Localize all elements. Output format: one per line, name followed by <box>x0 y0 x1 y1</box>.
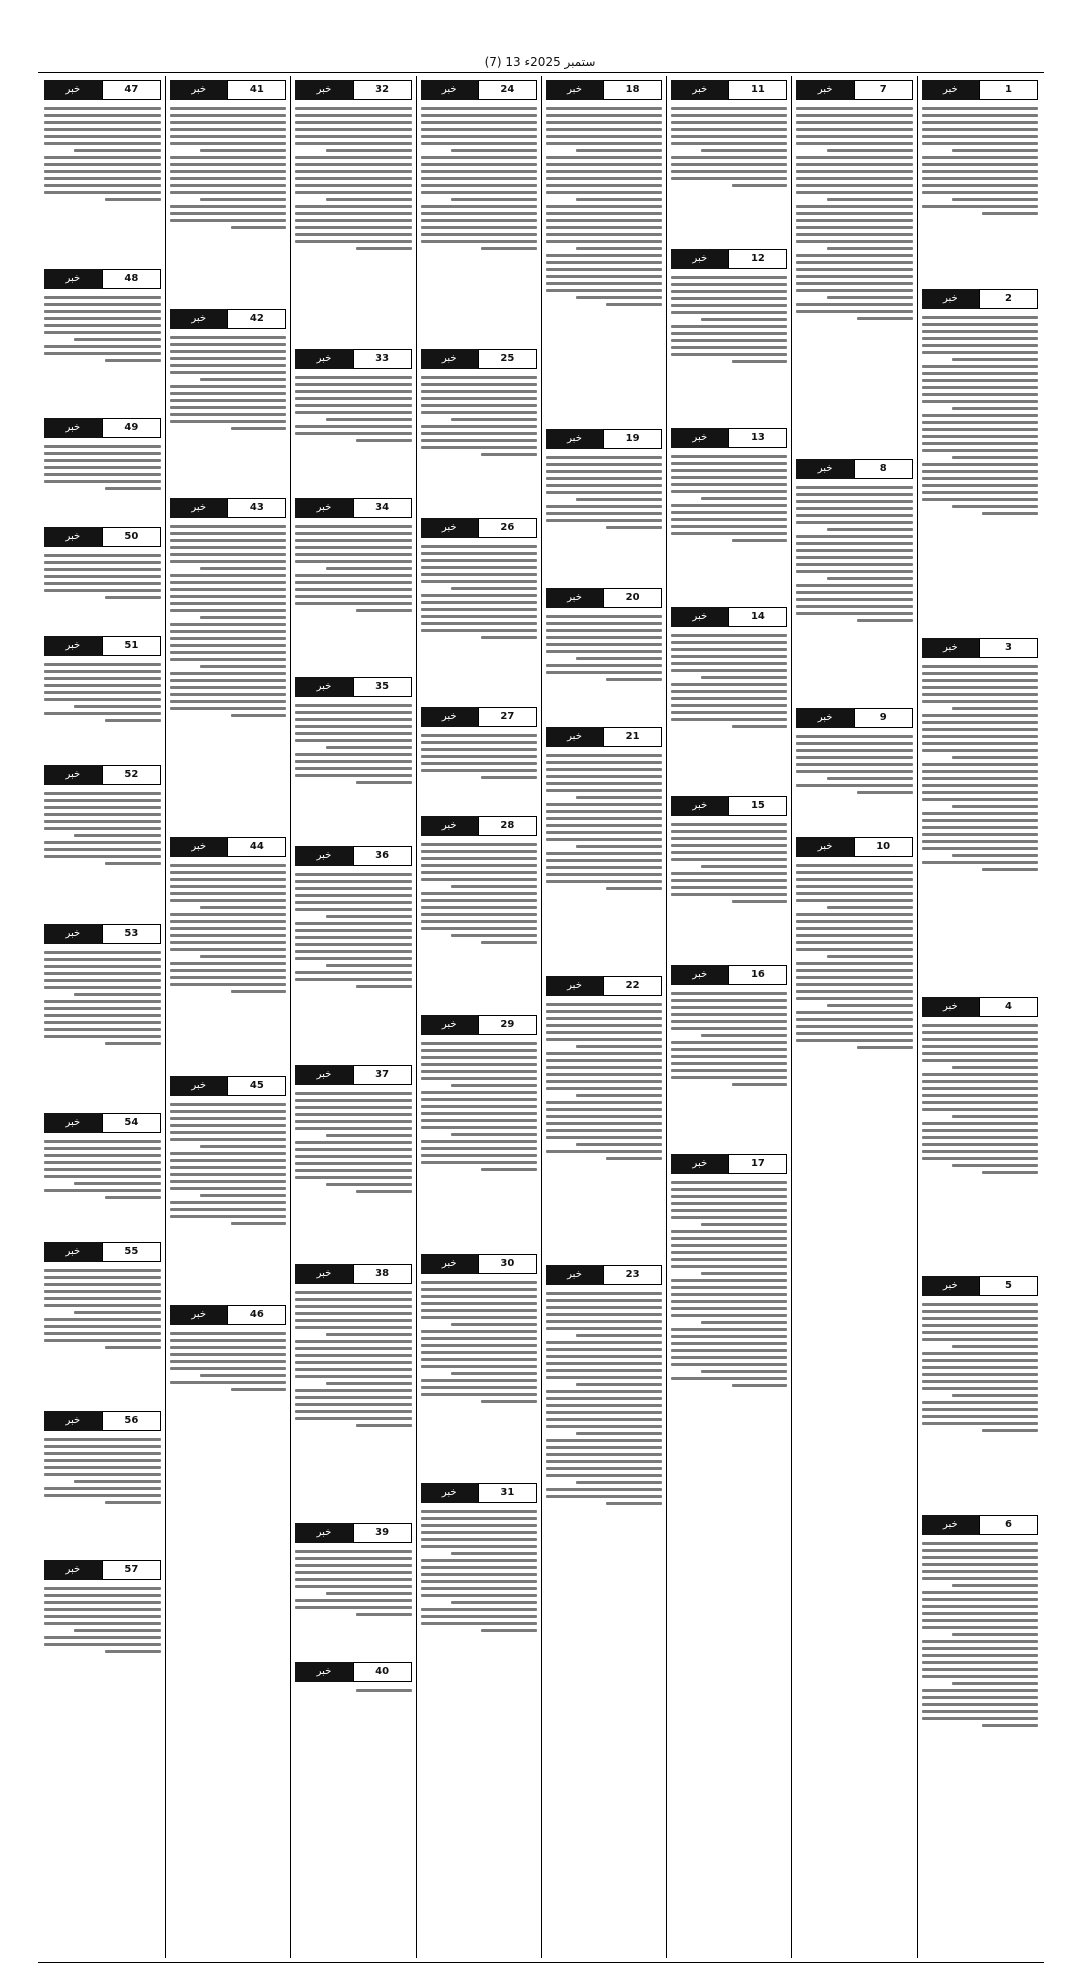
story-label: خبر <box>671 428 728 448</box>
story-1 <box>922 80 1038 283</box>
story-number: 57 <box>102 1560 162 1580</box>
story-body <box>546 999 662 1259</box>
story-header <box>44 1560 161 1580</box>
story-body <box>671 630 787 790</box>
story-number: 26 <box>478 518 537 538</box>
story-label: خبر <box>44 1411 102 1431</box>
story-number: 22 <box>603 976 662 996</box>
story-number: 34 <box>353 498 412 518</box>
story-16 <box>671 965 787 1148</box>
story-label: خبر <box>546 588 603 608</box>
story-number: 19 <box>603 429 662 449</box>
story-3 <box>922 638 1038 991</box>
story-label: خبر <box>421 1483 478 1503</box>
story-body <box>44 1265 161 1405</box>
column-7 <box>165 76 290 1958</box>
column-1 <box>917 76 1042 1958</box>
story-label: خبر <box>170 837 227 857</box>
story-48 <box>44 269 161 412</box>
story-number: 6 <box>979 1515 1038 1535</box>
story-body <box>546 611 662 721</box>
story-10 <box>796 837 912 1160</box>
page-date-header: (7) 13 ستمبر 2025ء <box>484 55 596 69</box>
story-body <box>44 659 161 759</box>
story-number: 23 <box>603 1265 662 1285</box>
story-body <box>421 839 537 1009</box>
story-45 <box>170 1076 286 1299</box>
story-35 <box>295 677 411 840</box>
story-body <box>421 103 537 343</box>
story-body <box>421 372 537 512</box>
story-label: خبر <box>295 80 352 100</box>
story-body <box>546 1288 662 1638</box>
story-body <box>671 1177 787 1517</box>
story-7 <box>796 80 912 453</box>
column-8 <box>40 76 165 1958</box>
story-body <box>421 730 537 810</box>
story-body <box>170 332 286 492</box>
story-14 <box>671 607 787 790</box>
story-body <box>295 1685 411 1705</box>
story-9 <box>796 708 912 831</box>
story-number: 36 <box>353 846 412 866</box>
story-label: خبر <box>295 677 352 697</box>
story-label: خبر <box>922 289 979 309</box>
story-49 <box>44 418 161 521</box>
story-label: خبر <box>671 1154 728 1174</box>
story-38 <box>295 1264 411 1517</box>
story-number: 38 <box>353 1264 412 1284</box>
story-number: 4 <box>979 997 1038 1017</box>
story-number: 21 <box>603 727 662 747</box>
story-body <box>421 1506 537 1706</box>
story-header <box>421 1015 537 1035</box>
story-body <box>796 731 912 831</box>
story-number: 43 <box>227 498 286 518</box>
story-number: 55 <box>102 1242 162 1262</box>
story-number: 11 <box>728 80 787 100</box>
story-header <box>44 1113 161 1133</box>
column-3 <box>666 76 791 1958</box>
story-24 <box>421 80 537 343</box>
story-body <box>546 750 662 970</box>
story-body <box>44 103 161 263</box>
story-label: خبر <box>421 816 478 836</box>
story-29 <box>421 1015 537 1248</box>
story-header <box>421 816 537 836</box>
story-label: خبر <box>546 976 603 996</box>
story-33 <box>295 349 411 492</box>
story-label: خبر <box>170 498 227 518</box>
story-39 <box>295 1523 411 1656</box>
story-number: 14 <box>728 607 787 627</box>
story-body <box>170 1328 286 1428</box>
story-number: 42 <box>227 309 286 329</box>
story-label: خبر <box>796 837 853 857</box>
story-header <box>170 1076 286 1096</box>
story-header <box>44 765 161 785</box>
story-43 <box>170 498 286 831</box>
story-body <box>295 521 411 671</box>
story-body <box>295 103 411 343</box>
story-label: خبر <box>546 1265 603 1285</box>
story-header <box>295 80 411 100</box>
story-label: خبر <box>295 1065 352 1085</box>
story-label: خبر <box>295 1264 352 1284</box>
story-header <box>922 289 1038 309</box>
story-number: 5 <box>979 1276 1038 1296</box>
story-label: خبر <box>295 1662 352 1682</box>
story-body <box>170 860 286 1070</box>
story-body <box>421 541 537 701</box>
story-label: خبر <box>546 727 603 747</box>
story-body <box>44 441 161 521</box>
story-label: خبر <box>44 924 102 944</box>
story-body <box>44 1583 161 1693</box>
story-body <box>796 103 912 453</box>
story-number: 51 <box>102 636 162 656</box>
story-number: 13 <box>728 428 787 448</box>
story-19 <box>546 429 662 582</box>
story-5 <box>922 1276 1038 1509</box>
story-57 <box>44 1560 161 1693</box>
story-header <box>671 1154 787 1174</box>
story-label: خبر <box>295 1523 352 1543</box>
story-number: 44 <box>227 837 286 857</box>
story-header <box>44 924 161 944</box>
story-label: خبر <box>796 80 853 100</box>
story-body <box>922 312 1038 632</box>
story-number: 17 <box>728 1154 787 1174</box>
story-header <box>170 498 286 518</box>
story-body <box>671 819 787 959</box>
story-header <box>421 518 537 538</box>
story-label: خبر <box>671 965 728 985</box>
story-header <box>671 965 787 985</box>
story-46 <box>170 1305 286 1428</box>
column-5 <box>416 76 541 1958</box>
story-body <box>796 860 912 1160</box>
story-37 <box>295 1065 411 1258</box>
story-label: خبر <box>295 846 352 866</box>
story-body <box>295 869 411 1059</box>
story-number: 12 <box>728 249 787 269</box>
story-label: خبر <box>922 997 979 1017</box>
story-body <box>170 103 286 303</box>
story-6 <box>922 1515 1038 1838</box>
story-body <box>44 788 161 918</box>
story-label: خبر <box>44 1242 102 1262</box>
story-body <box>44 550 161 630</box>
column-2 <box>791 76 916 1958</box>
story-body <box>295 372 411 492</box>
story-label: خبر <box>421 1015 478 1035</box>
story-header <box>546 1265 662 1285</box>
story-label: خبر <box>170 1305 227 1325</box>
story-header <box>295 677 411 697</box>
story-header <box>671 428 787 448</box>
story-body <box>295 700 411 840</box>
story-56 <box>44 1411 161 1554</box>
story-2 <box>922 289 1038 632</box>
story-label: خبر <box>44 636 102 656</box>
story-header <box>421 1254 537 1274</box>
story-header <box>922 1276 1038 1296</box>
story-body <box>44 1136 161 1236</box>
column-4 <box>541 76 666 1958</box>
story-header <box>671 796 787 816</box>
story-number: 30 <box>478 1254 537 1274</box>
story-header <box>922 638 1038 658</box>
story-30 <box>421 1254 537 1477</box>
story-number: 1 <box>979 80 1038 100</box>
story-header <box>295 1065 411 1085</box>
story-18 <box>546 80 662 423</box>
story-number: 2 <box>979 289 1038 309</box>
story-number: 47 <box>102 80 162 100</box>
story-number: 7 <box>854 80 913 100</box>
story-number: 56 <box>102 1411 162 1431</box>
story-header <box>295 1523 411 1543</box>
story-number: 25 <box>478 349 537 369</box>
story-header <box>295 1264 411 1284</box>
story-label: خبر <box>44 527 102 547</box>
story-body <box>922 1299 1038 1509</box>
story-label: خبر <box>44 1560 102 1580</box>
story-label: خبر <box>796 459 853 479</box>
story-label: خبر <box>44 418 102 438</box>
story-label: خبر <box>922 1515 979 1535</box>
story-number: 39 <box>353 1523 412 1543</box>
story-header <box>44 1411 161 1431</box>
story-12 <box>671 249 787 422</box>
story-header <box>796 80 912 100</box>
story-34 <box>295 498 411 671</box>
story-body <box>295 1287 411 1517</box>
story-number: 28 <box>478 816 537 836</box>
story-header <box>170 309 286 329</box>
story-number: 15 <box>728 796 787 816</box>
story-number: 35 <box>353 677 412 697</box>
story-body <box>421 1277 537 1477</box>
story-header <box>546 429 662 449</box>
story-label: خبر <box>170 1076 227 1096</box>
story-label: خبر <box>421 707 478 727</box>
story-number: 40 <box>353 1662 412 1682</box>
story-label: خبر <box>295 349 352 369</box>
story-36 <box>295 846 411 1059</box>
story-55 <box>44 1242 161 1405</box>
story-header <box>421 80 537 100</box>
story-body <box>295 1546 411 1656</box>
top-rule <box>38 72 1044 73</box>
story-28 <box>421 816 537 1009</box>
story-header <box>796 837 912 857</box>
story-31 <box>421 1483 537 1706</box>
story-header <box>922 1515 1038 1535</box>
story-number: 3 <box>979 638 1038 658</box>
story-number: 37 <box>353 1065 412 1085</box>
story-23 <box>546 1265 662 1638</box>
story-label: خبر <box>671 80 728 100</box>
story-number: 54 <box>102 1113 162 1133</box>
story-header <box>796 708 912 728</box>
story-body <box>671 103 787 243</box>
story-header <box>546 588 662 608</box>
story-header <box>44 418 161 438</box>
story-header <box>546 80 662 100</box>
story-number: 45 <box>227 1076 286 1096</box>
story-header <box>44 80 161 100</box>
story-label: خبر <box>44 1113 102 1133</box>
story-header <box>546 727 662 747</box>
story-body <box>546 452 662 582</box>
story-header <box>546 976 662 996</box>
story-number: 8 <box>854 459 913 479</box>
story-number: 10 <box>854 837 913 857</box>
story-53 <box>44 924 161 1107</box>
story-body <box>546 103 662 423</box>
story-25 <box>421 349 537 512</box>
story-number: 9 <box>854 708 913 728</box>
story-header <box>421 1483 537 1503</box>
story-body <box>44 947 161 1107</box>
story-header <box>671 249 787 269</box>
story-label: خبر <box>796 708 853 728</box>
story-header <box>922 80 1038 100</box>
bottom-rule <box>38 1962 1044 1963</box>
story-body <box>671 272 787 422</box>
story-header <box>671 607 787 627</box>
story-22 <box>546 976 662 1259</box>
story-27 <box>421 707 537 810</box>
story-label: خبر <box>671 249 728 269</box>
story-columns <box>40 76 1042 1958</box>
story-body <box>295 1088 411 1258</box>
story-header <box>44 1242 161 1262</box>
story-body <box>44 1434 161 1554</box>
story-15 <box>671 796 787 959</box>
story-body <box>922 1020 1038 1270</box>
story-40 <box>295 1662 411 1705</box>
story-header <box>796 459 912 479</box>
story-label: خبر <box>671 796 728 816</box>
story-header <box>170 80 286 100</box>
story-label: خبر <box>546 429 603 449</box>
story-41 <box>170 80 286 303</box>
story-number: 48 <box>102 269 162 289</box>
story-number: 41 <box>227 80 286 100</box>
story-header <box>295 349 411 369</box>
story-number: 46 <box>227 1305 286 1325</box>
story-number: 50 <box>102 527 162 547</box>
story-header <box>44 527 161 547</box>
story-label: خبر <box>170 80 227 100</box>
story-label: خبر <box>922 1276 979 1296</box>
story-label: خبر <box>922 80 979 100</box>
story-number: 20 <box>603 588 662 608</box>
story-number: 33 <box>353 349 412 369</box>
story-11 <box>671 80 787 243</box>
story-body <box>922 661 1038 991</box>
column-6 <box>290 76 415 1958</box>
story-number: 27 <box>478 707 537 727</box>
story-13 <box>671 428 787 601</box>
story-label: خبر <box>421 349 478 369</box>
story-42 <box>170 309 286 492</box>
story-number: 32 <box>353 80 412 100</box>
story-body <box>671 451 787 601</box>
story-label: خبر <box>44 269 102 289</box>
story-number: 52 <box>102 765 162 785</box>
story-8 <box>796 459 912 702</box>
story-label: خبر <box>44 765 102 785</box>
story-21 <box>546 727 662 970</box>
story-label: خبر <box>421 80 478 100</box>
story-body <box>170 1099 286 1299</box>
story-label: خبر <box>546 80 603 100</box>
story-header <box>44 636 161 656</box>
story-header <box>922 997 1038 1017</box>
story-number: 24 <box>478 80 537 100</box>
story-17 <box>671 1154 787 1517</box>
story-51 <box>44 636 161 759</box>
story-header <box>170 1305 286 1325</box>
story-number: 31 <box>478 1483 537 1503</box>
story-body <box>922 1538 1038 1838</box>
story-header <box>295 846 411 866</box>
story-label: خبر <box>44 80 102 100</box>
story-32 <box>295 80 411 343</box>
story-label: خبر <box>170 309 227 329</box>
story-52 <box>44 765 161 918</box>
story-label: خبر <box>295 498 352 518</box>
story-body <box>922 103 1038 283</box>
story-header <box>421 707 537 727</box>
story-body <box>44 292 161 412</box>
story-50 <box>44 527 161 630</box>
story-header <box>421 349 537 369</box>
story-header <box>295 1662 411 1682</box>
story-body <box>796 482 912 702</box>
story-number: 53 <box>102 924 162 944</box>
story-header <box>44 269 161 289</box>
story-47 <box>44 80 161 263</box>
story-number: 16 <box>728 965 787 985</box>
story-number: 29 <box>478 1015 537 1035</box>
story-number: 18 <box>603 80 662 100</box>
story-body <box>671 988 787 1148</box>
story-label: خبر <box>671 607 728 627</box>
story-44 <box>170 837 286 1070</box>
story-4 <box>922 997 1038 1270</box>
story-header <box>671 80 787 100</box>
story-header <box>295 498 411 518</box>
story-20 <box>546 588 662 721</box>
story-label: خبر <box>922 638 979 658</box>
story-label: خبر <box>421 518 478 538</box>
story-header <box>170 837 286 857</box>
story-number: 49 <box>102 418 162 438</box>
story-label: خبر <box>421 1254 478 1274</box>
story-body <box>170 521 286 831</box>
story-26 <box>421 518 537 701</box>
story-54 <box>44 1113 161 1236</box>
story-body <box>421 1038 537 1248</box>
